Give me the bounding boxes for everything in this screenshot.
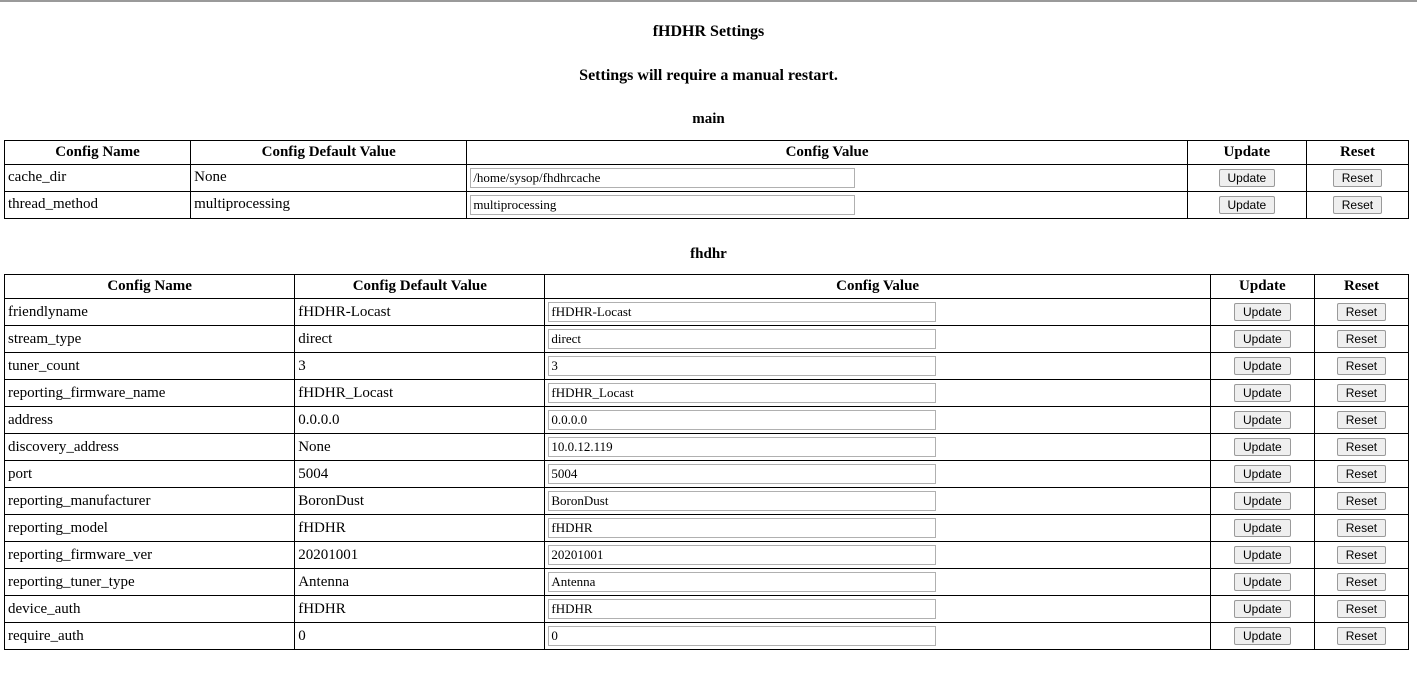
config-default-value: fHDHR (295, 596, 545, 623)
reset-cell (1314, 380, 1408, 407)
config-name: tuner_count (5, 353, 295, 380)
config-value-input[interactable] (548, 572, 936, 592)
reset-button[interactable]: Reset (1337, 519, 1386, 537)
config-value-input[interactable] (548, 626, 936, 646)
update-button[interactable]: Update (1234, 492, 1291, 510)
update-cell (1210, 461, 1314, 488)
reset-cell (1306, 164, 1408, 191)
config-default-value: None (295, 434, 545, 461)
config-default-value: 0 (295, 623, 545, 650)
config-name: reporting_tuner_type (5, 569, 295, 596)
config-value-cell (545, 299, 1210, 326)
table-row (5, 542, 1409, 569)
update-button[interactable]: Update (1234, 411, 1291, 429)
config-default-value: 5004 (295, 461, 545, 488)
config-value-cell (545, 488, 1210, 515)
update-button[interactable]: Update (1234, 384, 1291, 402)
update-button[interactable]: Update (1219, 196, 1276, 214)
config-name: require_auth (5, 623, 295, 650)
update-button[interactable]: Update (1234, 330, 1291, 348)
table-row (5, 326, 1409, 353)
config-default-value: None (191, 164, 467, 191)
update-button[interactable]: Update (1234, 627, 1291, 645)
table-row (5, 434, 1409, 461)
update-cell (1210, 434, 1314, 461)
config-value-cell (545, 569, 1210, 596)
reset-cell (1314, 623, 1408, 650)
reset-cell (1314, 596, 1408, 623)
config-name: discovery_address (5, 434, 295, 461)
config-value-input[interactable] (548, 383, 936, 403)
update-cell (1210, 515, 1314, 542)
config-name: thread_method (5, 191, 191, 218)
config-name: reporting_firmware_ver (5, 542, 295, 569)
config-default-value: 3 (295, 353, 545, 380)
reset-cell (1314, 353, 1408, 380)
table-row (5, 164, 1409, 191)
page-title: fHDHR Settings (652, 23, 765, 40)
config-name: stream_type (5, 326, 295, 353)
config-name: cache_dir (5, 164, 191, 191)
table-row (5, 515, 1409, 542)
table-row (5, 380, 1409, 407)
update-cell (1210, 299, 1314, 326)
update-button[interactable]: Update (1234, 573, 1291, 591)
reset-button[interactable]: Reset (1337, 627, 1386, 645)
column-header-update: Update (1187, 140, 1306, 164)
settings-table-main (4, 140, 1409, 219)
column-header-config-value: Config Value (545, 275, 1210, 299)
update-cell (1187, 164, 1306, 191)
reset-button[interactable]: Reset (1337, 465, 1386, 483)
reset-button[interactable]: Reset (1337, 600, 1386, 618)
update-cell (1210, 407, 1314, 434)
config-value-cell (545, 515, 1210, 542)
reset-cell (1314, 407, 1408, 434)
config-value-input[interactable] (548, 356, 936, 376)
config-default-value: BoronDust (295, 488, 545, 515)
config-default-value: Antenna (295, 569, 545, 596)
update-button[interactable]: Update (1234, 519, 1291, 537)
column-header-config-default-value: Config Default Value (295, 275, 545, 299)
update-button[interactable]: Update (1219, 169, 1276, 187)
update-cell (1210, 623, 1314, 650)
reset-cell (1314, 488, 1408, 515)
update-cell (1210, 353, 1314, 380)
config-default-value: 20201001 (295, 542, 545, 569)
config-value-input[interactable] (470, 168, 855, 188)
update-cell (1210, 488, 1314, 515)
reset-button[interactable]: Reset (1337, 330, 1386, 348)
config-value-input[interactable] (548, 437, 936, 457)
config-value-cell (545, 596, 1210, 623)
config-name: reporting_firmware_name (5, 380, 295, 407)
section-title-main: main (692, 111, 725, 128)
update-button[interactable]: Update (1234, 438, 1291, 456)
reset-cell (1314, 299, 1408, 326)
reset-cell (1314, 434, 1408, 461)
update-button[interactable]: Update (1234, 600, 1291, 618)
table-row (5, 623, 1409, 650)
config-name: reporting_manufacturer (5, 488, 295, 515)
config-value-input[interactable] (548, 518, 936, 538)
config-value-cell (545, 461, 1210, 488)
config-default-value: 0.0.0.0 (295, 407, 545, 434)
config-value-input[interactable] (548, 545, 936, 565)
config-value-input[interactable] (548, 302, 936, 322)
table-header-row (5, 140, 1409, 164)
table-row (5, 353, 1409, 380)
update-cell (1187, 191, 1306, 218)
config-value-cell (467, 191, 1188, 218)
config-value-input[interactable] (470, 195, 855, 215)
config-value-cell (545, 353, 1210, 380)
config-value-cell (545, 326, 1210, 353)
update-button[interactable]: Update (1234, 465, 1291, 483)
config-value-cell (545, 623, 1210, 650)
reset-button[interactable]: Reset (1333, 169, 1382, 187)
table-row (5, 299, 1409, 326)
table-row (5, 596, 1409, 623)
config-name: device_auth (5, 596, 295, 623)
config-value-input[interactable] (548, 410, 936, 430)
table-row (5, 461, 1409, 488)
table-row (5, 569, 1409, 596)
reset-cell (1314, 542, 1408, 569)
reset-button[interactable]: Reset (1337, 438, 1386, 456)
config-default-value: direct (295, 326, 545, 353)
update-cell (1210, 380, 1314, 407)
config-value-cell (467, 164, 1188, 191)
table-header-row (5, 275, 1409, 299)
config-default-value: multiprocessing (191, 191, 467, 218)
reset-button[interactable]: Reset (1337, 546, 1386, 564)
update-button[interactable]: Update (1234, 303, 1291, 321)
reset-button[interactable]: Reset (1337, 573, 1386, 591)
update-button[interactable]: Update (1234, 357, 1291, 375)
config-value-cell (545, 434, 1210, 461)
reset-button[interactable]: Reset (1337, 357, 1386, 375)
page-subtitle: Settings will require a manual restart. (579, 66, 838, 84)
settings-table-fhdhr (4, 274, 1409, 650)
config-name: address (5, 407, 295, 434)
update-cell (1210, 326, 1314, 353)
reset-button[interactable]: Reset (1337, 303, 1386, 321)
config-value-input[interactable] (548, 491, 936, 511)
reset-button[interactable]: Reset (1337, 492, 1386, 510)
column-header-config-value: Config Value (467, 140, 1188, 164)
reset-button[interactable]: Reset (1337, 384, 1386, 402)
config-name: friendlyname (5, 299, 295, 326)
table-row (5, 488, 1409, 515)
config-value-input[interactable] (548, 599, 936, 619)
config-value-input[interactable] (548, 329, 936, 349)
update-cell (1210, 542, 1314, 569)
table-row (5, 191, 1409, 218)
config-value-cell (545, 407, 1210, 434)
config-name: port (5, 461, 295, 488)
update-cell (1210, 596, 1314, 623)
reset-button[interactable]: Reset (1333, 196, 1382, 214)
config-value-cell (545, 380, 1210, 407)
column-header-config-default-value: Config Default Value (191, 140, 467, 164)
reset-cell (1306, 191, 1408, 218)
reset-cell (1314, 326, 1408, 353)
reset-button[interactable]: Reset (1337, 411, 1386, 429)
column-header-reset: Reset (1306, 140, 1408, 164)
column-header-config-name: Config Name (5, 140, 191, 164)
update-button[interactable]: Update (1234, 546, 1291, 564)
reset-cell (1314, 569, 1408, 596)
section-title-fhdhr: fhdhr (690, 245, 727, 262)
config-value-input[interactable] (548, 464, 936, 484)
reset-cell (1314, 461, 1408, 488)
column-header-config-name: Config Name (5, 275, 295, 299)
config-default-value: fHDHR-Locast (295, 299, 545, 326)
config-name: reporting_model (5, 515, 295, 542)
config-default-value: fHDHR_Locast (295, 380, 545, 407)
update-cell (1210, 569, 1314, 596)
table-row (5, 407, 1409, 434)
config-default-value: fHDHR (295, 515, 545, 542)
column-header-reset: Reset (1314, 275, 1408, 299)
reset-cell (1314, 515, 1408, 542)
config-value-cell (545, 542, 1210, 569)
column-header-update: Update (1210, 275, 1314, 299)
